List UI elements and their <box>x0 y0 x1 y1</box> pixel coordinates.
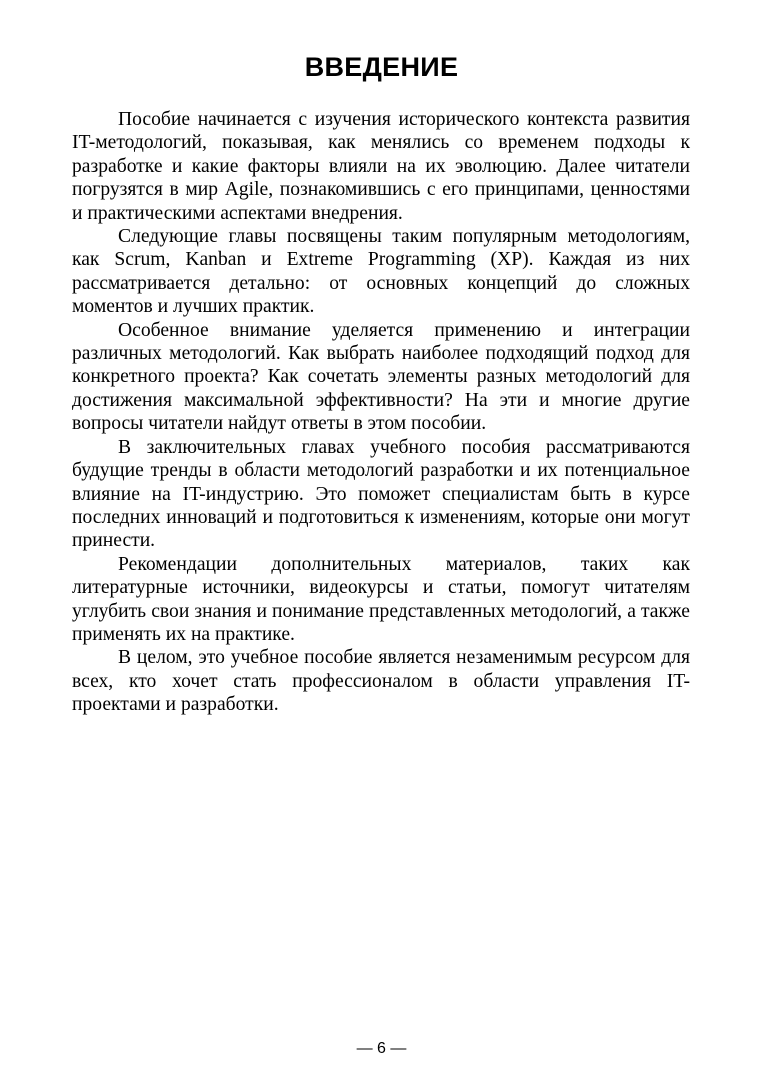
body-text <box>72 108 690 717</box>
paragraph-1: Пособие начинается с изучения исторического контекста развития IT-методологий, показывая, как менялись со временем подходы к разработке и какие факторы влияли на их эволюцию. Далее читатели погрузятся в мир Agile, познакомившись с его принципами, ценностями и практическими аспектами внедрения. <box>72 109 690 224</box>
paragraph-5: Рекомендации дополнительных материалов, таких как литературные источники, видеокурсы и статьи, помогут читателям углубить свои знания и понимание представленных методологий, а также применять их на практике. <box>72 553 690 645</box>
paragraph-4: В заключительных главах учебного пособия рассматриваются будущие тренды в области методологий разработки и их потенциальное влияние на IT-индустрию. Это поможет специалистам быть в курсе последних инноваций и подготовиться к изменениям, которые они могут принести. <box>72 436 690 552</box>
paragraph-2: Следующие главы посвящены таким популярным методологиям, как Scrum, Kanban и Extreme Programming (XP). Каждая из них рассматривается детально: от основных концепций до сложных моментов и лучших практик. <box>72 226 690 318</box>
page-number: — 6 — <box>356 1040 407 1057</box>
paragraph-6: В целом, это учебное пособие является незаменимым ресурсом для всех, кто хочет стать профессионалом в области управления IT-проектами и разработки. <box>72 647 690 716</box>
page-title: ВВЕДЕНИЕ <box>304 52 459 82</box>
paragraph-3: Особенное внимание уделяется применению и интеграции различных методологий. Как выбрать наиболее подходящий подход для конкретного проекта? Как сочетать элементы разных методологий для достижения максимальной эффективности? На эти и многие другие вопросы читатели найдут ответы в этом пособии. <box>72 319 690 435</box>
